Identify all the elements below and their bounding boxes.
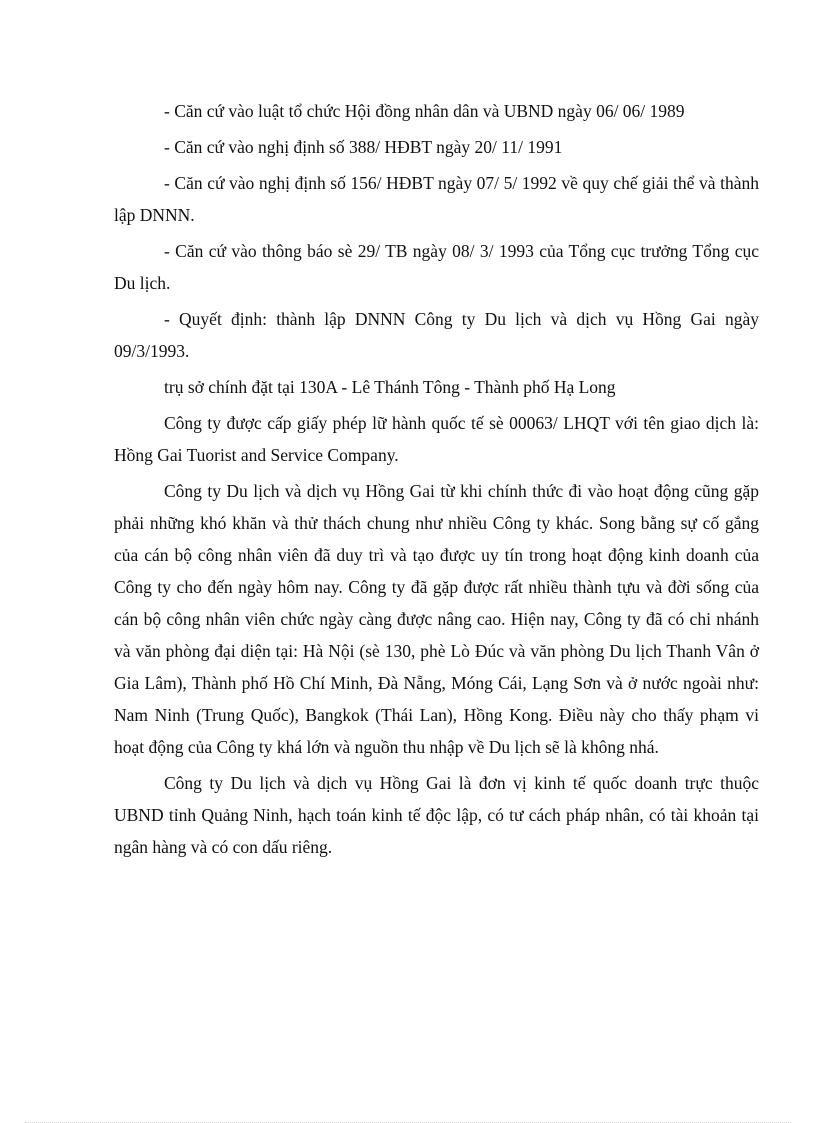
paragraph-company-history: Công ty Du lịch và dịch vụ Hồng Gai từ khi chính thức đi vào hoạt động cũng gặp phải những khó khăn và thử thách chung như nhiều Công ty khác. Song bằng sự cố gắng của cán bộ công nhân viên đã duy trì và tạo được uy tín trong hoạt động kinh doanh của Công ty cho đến ngày hôm nay. Công ty đã gặp được rất nhiều thành tựu và đời sống của cán bộ công nhân viên chức ngày càng được nâng cao. Hiện nay, Công ty đã có chi nhánh và văn phòng đại diện tại: Hà Nội (sè 130, phè Lò Đúc và văn phòng Du lịch Thanh Vân ở Gia Lâm), Thành phố Hồ Chí Minh, Đà Nẵng, Móng Cái, Lạng Sơn và ở nước ngoài như: Nam Ninh (Trung Quốc), Bangkok (Thái Lan), Hồng Kong. Điều này cho thấy phạm vi hoạt động của Công ty khá lớn và nguồn thu nhập về Du lịch sẽ là không nhá. [114, 481, 759, 757]
paragraph-company-status: Công ty Du lịch và dịch vụ Hồng Gai là đơn vị kinh tế quốc doanh trực thuộc UBND tỉnh Quảng Ninh, hạch toán kinh tế độc lập, có tư cách pháp nhân, có tài khoản tại ngân hàng và có con dấu riêng. [114, 773, 759, 857]
paragraph-legal-basis-2: - Căn cứ vào nghị định số 388/ HĐBT ngày 20/ 11/ 1991 [164, 137, 563, 157]
paragraph-license: Công ty được cấp giấy phép lữ hành quốc tế sè 00063/ LHQT với tên giao dịch là: Hồng Gai Tuorist and Service Company. [114, 413, 759, 465]
paragraph-headquarters: trụ sở chính đặt tại 130A - Lê Thánh Tông - Thành phố Hạ Long [164, 377, 616, 397]
paragraph-legal-basis-1: - Căn cứ vào luật tổ chức Hội đồng nhân dân và UBND ngày 06/ 06/ 1989 [164, 101, 685, 121]
document-body [114, 95, 759, 867]
paragraph-legal-basis-3: - Căn cứ vào nghị định số 156/ HĐBT ngày 07/ 5/ 1992 về quy chế giải thể và thành lập DNNN. [114, 173, 759, 225]
paragraph-legal-basis-4: - Căn cứ vào thông báo sè 29/ TB ngày 08/ 3/ 1993 của Tổng cục trưởng Tổng cục Du lịch. [114, 241, 759, 293]
paragraph-decision: - Quyết định: thành lập DNNN Công ty Du lịch và dịch vụ Hồng Gai ngày 09/3/1993. [114, 309, 759, 361]
